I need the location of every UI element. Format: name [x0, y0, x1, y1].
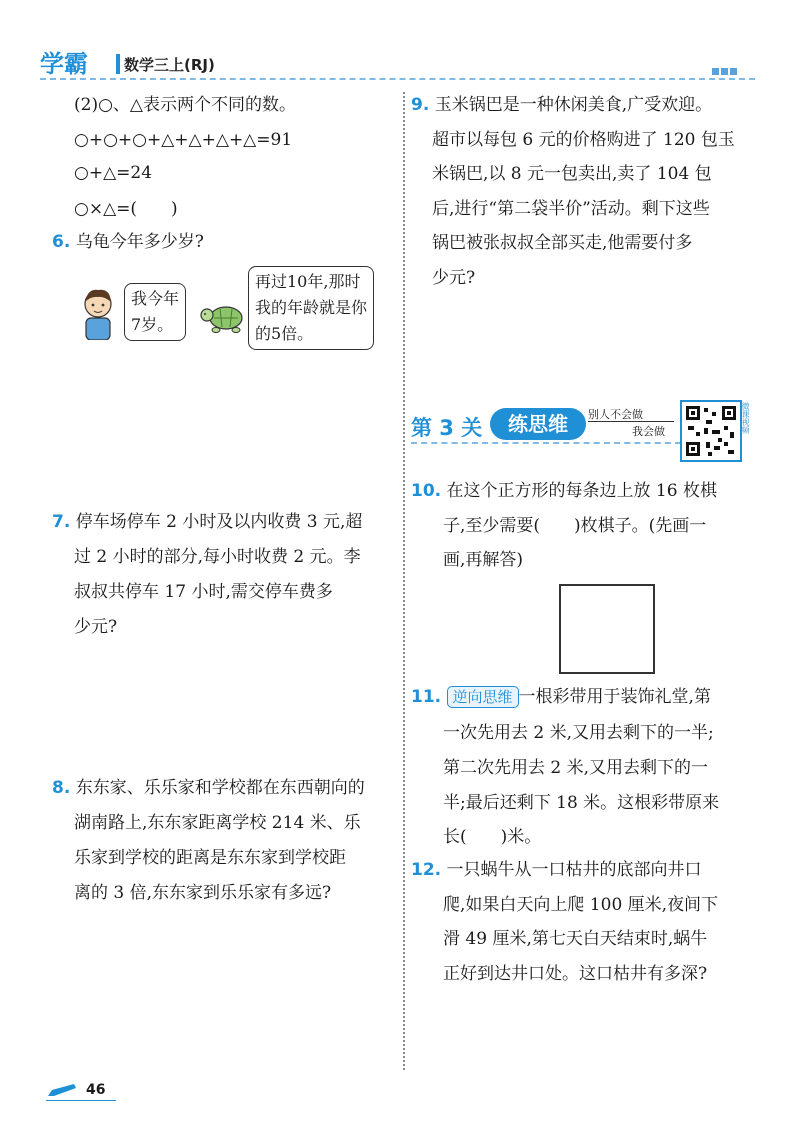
section-note-rule: [588, 421, 674, 422]
qr-code-icon[interactable]: [680, 400, 742, 462]
turtle-bubble-line: 再过10年,那时: [255, 272, 361, 291]
boy-bubble-line: 我今年: [131, 289, 180, 308]
q11-line: [411, 680, 711, 714]
q8-line: 离的 3 倍,东东家到乐乐家有多远?: [74, 883, 332, 903]
qr-caption: 微课视频: [741, 402, 750, 434]
footer-rule: [46, 1100, 116, 1101]
header-divider: [116, 54, 120, 74]
book-title: 数学三上(RJ): [124, 56, 215, 74]
q10-line: 画,再解答): [443, 550, 524, 570]
boy-icon: [78, 288, 118, 340]
q11-text: 一根彩带用于装饰礼堂,第: [518, 687, 711, 707]
q7-text: 停车场停车 2 小时及以内收费 3 元,超: [75, 512, 363, 532]
turtle-bubble-line: 的5倍。: [255, 324, 314, 343]
page-number: 46: [86, 1082, 106, 1098]
turtle-icon: [200, 300, 248, 334]
q9-line: [411, 88, 712, 122]
q12-number: 12.: [411, 860, 442, 880]
turtle-bubble-line: 我的年龄就是你: [255, 298, 368, 317]
turtle-speech-bubble: [248, 266, 374, 350]
q12-line: 正好到达井口处。这口枯井有多深?: [443, 964, 708, 984]
q10-number: 10.: [411, 481, 442, 501]
q6-number: 6.: [52, 232, 71, 252]
q8-line: 湖南路上,东东家距离学校 214 米、乐: [74, 813, 361, 833]
q12-text: 一只蜗牛从一口枯井的底部向井口: [446, 860, 702, 880]
q6-text: 乌龟今年多少岁?: [75, 232, 204, 252]
header-rule: [40, 78, 755, 80]
q8-line: 乐家到学校的距离是东东家到学校距: [74, 848, 346, 868]
q11-line: 长( )米。: [443, 827, 542, 847]
header-decoration: [712, 60, 739, 79]
q5-eq3: ○×△=( ): [74, 199, 178, 219]
q7-line: 少元?: [74, 617, 118, 637]
q12-line: 爬,如果白天向上爬 100 厘米,夜间下: [443, 895, 719, 915]
q5-eq2: ○+△=24: [74, 163, 153, 183]
section-note: 我会做: [632, 425, 665, 438]
section-rule: [411, 442, 681, 444]
column-divider: [403, 92, 405, 1070]
q5-eq1: ○+○+○+△+△+△+△=91: [74, 130, 293, 150]
q8-line: [52, 771, 365, 805]
q9-line: 超市以每包 6 元的价格购进了 120 包玉: [432, 130, 735, 150]
q12-line: [411, 853, 702, 887]
q11-line: 一次先用去 2 米,又用去剩下的一半;: [443, 723, 714, 743]
q7-line: [52, 505, 362, 539]
q7-line: 过 2 小时的部分,每小时收费 2 元。李: [74, 547, 361, 567]
section-note: 别人不会做: [588, 408, 643, 421]
q7-line: 叔叔共停车 17 小时,需交停车费多: [74, 582, 333, 602]
boy-speech-bubble: [124, 283, 186, 341]
q6-question: [52, 225, 204, 259]
section-level: 第 3 关: [411, 416, 483, 440]
pencil-icon: [46, 1082, 78, 1098]
q9-line: 后,进行“第二袋半价”活动。剩下这些: [432, 199, 710, 219]
q7-number: 7.: [52, 512, 71, 532]
square-figure: [559, 584, 655, 674]
q8-text: 东东家、乐乐家和学校都在东西朝向的: [75, 778, 365, 798]
q10-text: 在这个正方形的每条边上放 16 枚棋: [446, 481, 717, 501]
q11-line: 半;最后还剩下 18 米。这根彩带原来: [443, 793, 720, 813]
brand-logo: 学霸: [40, 50, 88, 78]
q11-number: 11.: [411, 687, 442, 707]
q10-line: 子,至少需要( )枚棋子。(先画一: [443, 516, 707, 536]
q9-text: 玉米锅巴是一种休闲美食,广受欢迎。: [434, 95, 713, 115]
q9-line: 米锅巴,以 8 元一包卖出,卖了 104 包: [432, 164, 712, 184]
q11-line: 第二次先用去 2 米,又用去剩下的一: [443, 758, 709, 778]
q10-line: [411, 474, 717, 508]
q8-number: 8.: [52, 778, 71, 798]
boy-bubble-line: 7岁。: [131, 315, 174, 334]
q9-number: 9.: [411, 95, 430, 115]
reverse-thinking-tag: 逆向思维: [447, 686, 519, 708]
q9-line: 少元?: [432, 268, 476, 288]
q9-line: 锅巴被张叔叔全部买走,他需要付多: [432, 233, 693, 253]
q5-label: (2)○、△表示两个不同的数。: [74, 95, 296, 115]
q12-line: 滑 49 厘米,第七天白天结束时,蜗牛: [443, 929, 708, 949]
section-badge: 练思维: [490, 408, 586, 440]
